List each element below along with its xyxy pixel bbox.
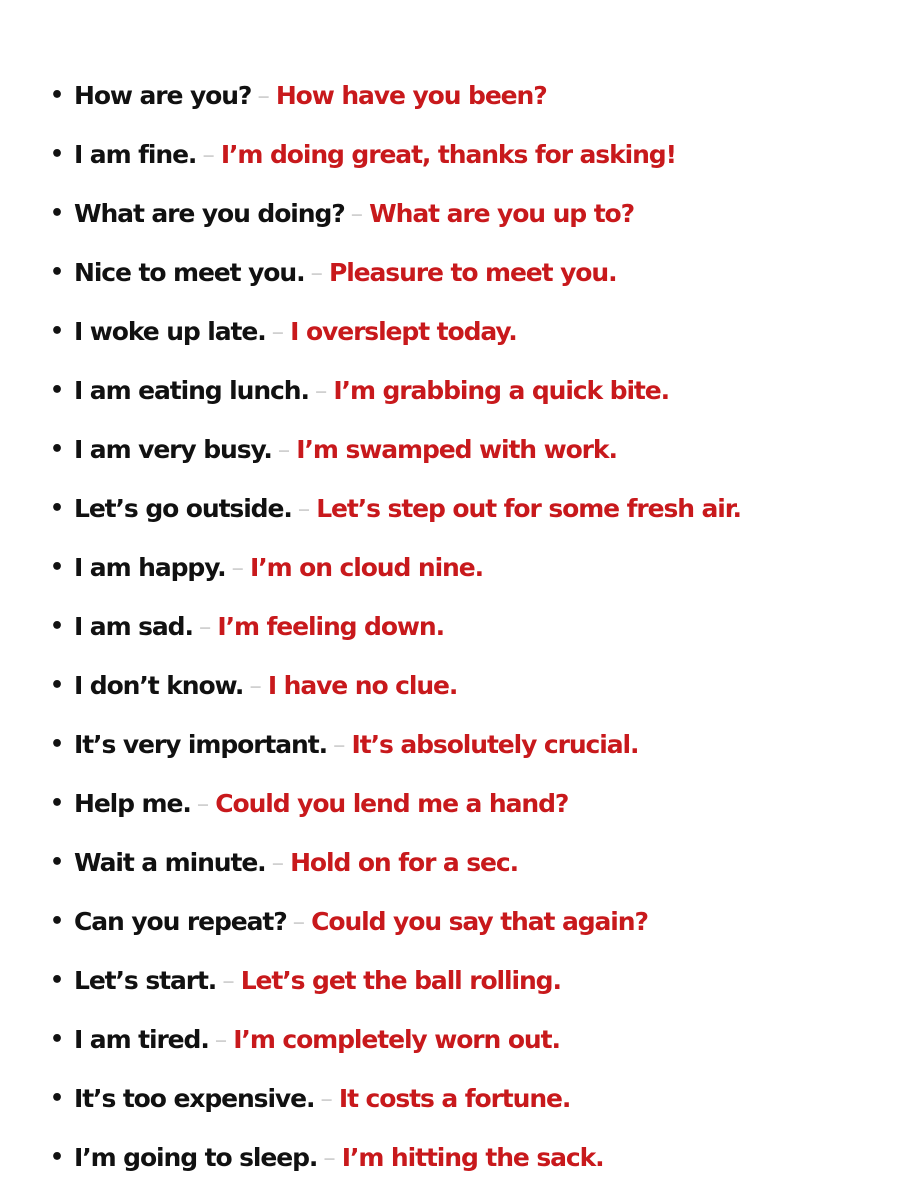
- phrase-row: [50, 1010, 890, 1069]
- basic-phrase: I am tired.: [74, 1025, 209, 1054]
- bullet-icon: •: [50, 732, 65, 757]
- bullet-icon: •: [50, 319, 65, 344]
- bullet-icon: •: [50, 437, 65, 462]
- phrase-row: [50, 243, 890, 302]
- bullet-icon: •: [50, 378, 65, 403]
- separator-dash: –: [222, 966, 235, 995]
- alternative-phrase: It’s absolutely crucial.: [351, 730, 639, 759]
- separator-dash: –: [333, 730, 346, 759]
- basic-phrase: I am very busy.: [74, 435, 272, 464]
- basic-phrase: Help me.: [74, 789, 191, 818]
- separator-dash: –: [249, 671, 262, 700]
- bullet-icon: •: [50, 1086, 65, 1111]
- separator-dash: –: [271, 848, 285, 877]
- basic-phrase: I am happy.: [74, 553, 226, 582]
- phrase-list: [50, 66, 890, 1187]
- separator-dash: –: [323, 1143, 336, 1172]
- bullet-icon: •: [50, 909, 65, 934]
- phrase-row: [50, 538, 890, 597]
- bullet-icon: •: [50, 496, 65, 521]
- phrase-row: [50, 420, 890, 479]
- bullet-icon: •: [50, 201, 65, 226]
- alternative-phrase: What are you up to?: [369, 199, 635, 228]
- phrase-row: [50, 715, 890, 774]
- alternative-phrase: Could you lend me a hand?: [215, 789, 569, 818]
- phrase-row: [50, 184, 890, 243]
- separator-dash: –: [257, 81, 270, 110]
- alternative-phrase: I’m hitting the sack.: [341, 1143, 604, 1172]
- separator-dash: –: [297, 494, 311, 523]
- phrase-row: [50, 66, 890, 125]
- bullet-icon: •: [50, 968, 65, 993]
- alternative-phrase: I’m swamped with work.: [296, 435, 617, 464]
- bullet-icon: •: [50, 142, 65, 167]
- alternative-phrase: Hold on for a sec.: [290, 848, 519, 877]
- separator-dash: –: [314, 376, 328, 405]
- separator-dash: –: [198, 612, 212, 641]
- bullet-icon: •: [50, 1027, 65, 1052]
- basic-phrase: It’s too expensive.: [74, 1084, 315, 1113]
- bullet-icon: •: [50, 791, 65, 816]
- basic-phrase: Nice to meet you.: [74, 258, 305, 287]
- alternative-phrase: I’m grabbing a quick bite.: [333, 376, 670, 405]
- phrase-row: [50, 597, 890, 656]
- phrase-row: [50, 361, 890, 420]
- basic-phrase: I’m going to sleep.: [74, 1143, 318, 1172]
- basic-phrase: How are you?: [74, 81, 252, 110]
- separator-dash: –: [320, 1084, 333, 1113]
- alternative-phrase: I’m completely worn out.: [233, 1025, 560, 1054]
- separator-dash: –: [214, 1025, 228, 1054]
- alternative-phrase: Let’s step out for some fresh air.: [316, 494, 741, 523]
- basic-phrase: I am eating lunch.: [74, 376, 309, 405]
- bullet-icon: •: [50, 614, 65, 639]
- basic-phrase: It’s very important.: [74, 730, 328, 759]
- basic-phrase: Wait a minute.: [74, 848, 266, 877]
- alternative-phrase: I overslept today.: [290, 317, 517, 346]
- alternative-phrase: Let’s get the ball rolling.: [240, 966, 561, 995]
- alternative-phrase: I’m on cloud nine.: [250, 553, 484, 582]
- separator-dash: –: [231, 553, 244, 582]
- basic-phrase: I am fine.: [74, 140, 197, 169]
- basic-phrase: What are you doing?: [74, 199, 345, 228]
- basic-phrase: I am sad.: [74, 612, 193, 641]
- basic-phrase: Can you repeat?: [74, 907, 287, 936]
- bullet-icon: •: [50, 850, 65, 875]
- bullet-icon: •: [50, 83, 65, 108]
- phrase-row: [50, 302, 890, 361]
- alternative-phrase: Pleasure to meet you.: [328, 258, 617, 287]
- basic-phrase: I don’t know.: [74, 671, 244, 700]
- bullet-icon: •: [50, 555, 65, 580]
- basic-phrase: Let’s start.: [74, 966, 217, 995]
- alternative-phrase: I have no clue.: [267, 671, 458, 700]
- separator-dash: –: [196, 789, 210, 818]
- bullet-icon: •: [50, 260, 65, 285]
- phrase-row: [50, 892, 890, 951]
- alternative-phrase: It costs a fortune.: [338, 1084, 571, 1113]
- phrase-row: [50, 1069, 890, 1128]
- separator-dash: –: [310, 258, 323, 287]
- separator-dash: –: [202, 140, 215, 169]
- basic-phrase: Let’s go outside.: [74, 494, 292, 523]
- alternative-phrase: I’m doing great, thanks for asking!: [220, 140, 676, 169]
- alternative-phrase: I’m feeling down.: [217, 612, 445, 641]
- separator-dash: –: [271, 317, 285, 346]
- bullet-icon: •: [50, 673, 65, 698]
- alternative-phrase: Could you say that again?: [311, 907, 648, 936]
- separator-dash: –: [277, 435, 291, 464]
- basic-phrase: I woke up late.: [74, 317, 266, 346]
- separator-dash: –: [350, 199, 364, 228]
- bullet-icon: •: [50, 1145, 65, 1170]
- phrase-row: [50, 833, 890, 892]
- phrase-row: [50, 479, 890, 538]
- phrase-row: [50, 774, 890, 833]
- phrase-row: [50, 125, 890, 184]
- alternative-phrase: How have you been?: [275, 81, 547, 110]
- separator-dash: –: [292, 907, 306, 936]
- phrase-row: [50, 951, 890, 1010]
- phrase-row: [50, 1128, 890, 1187]
- phrase-row: [50, 656, 890, 715]
